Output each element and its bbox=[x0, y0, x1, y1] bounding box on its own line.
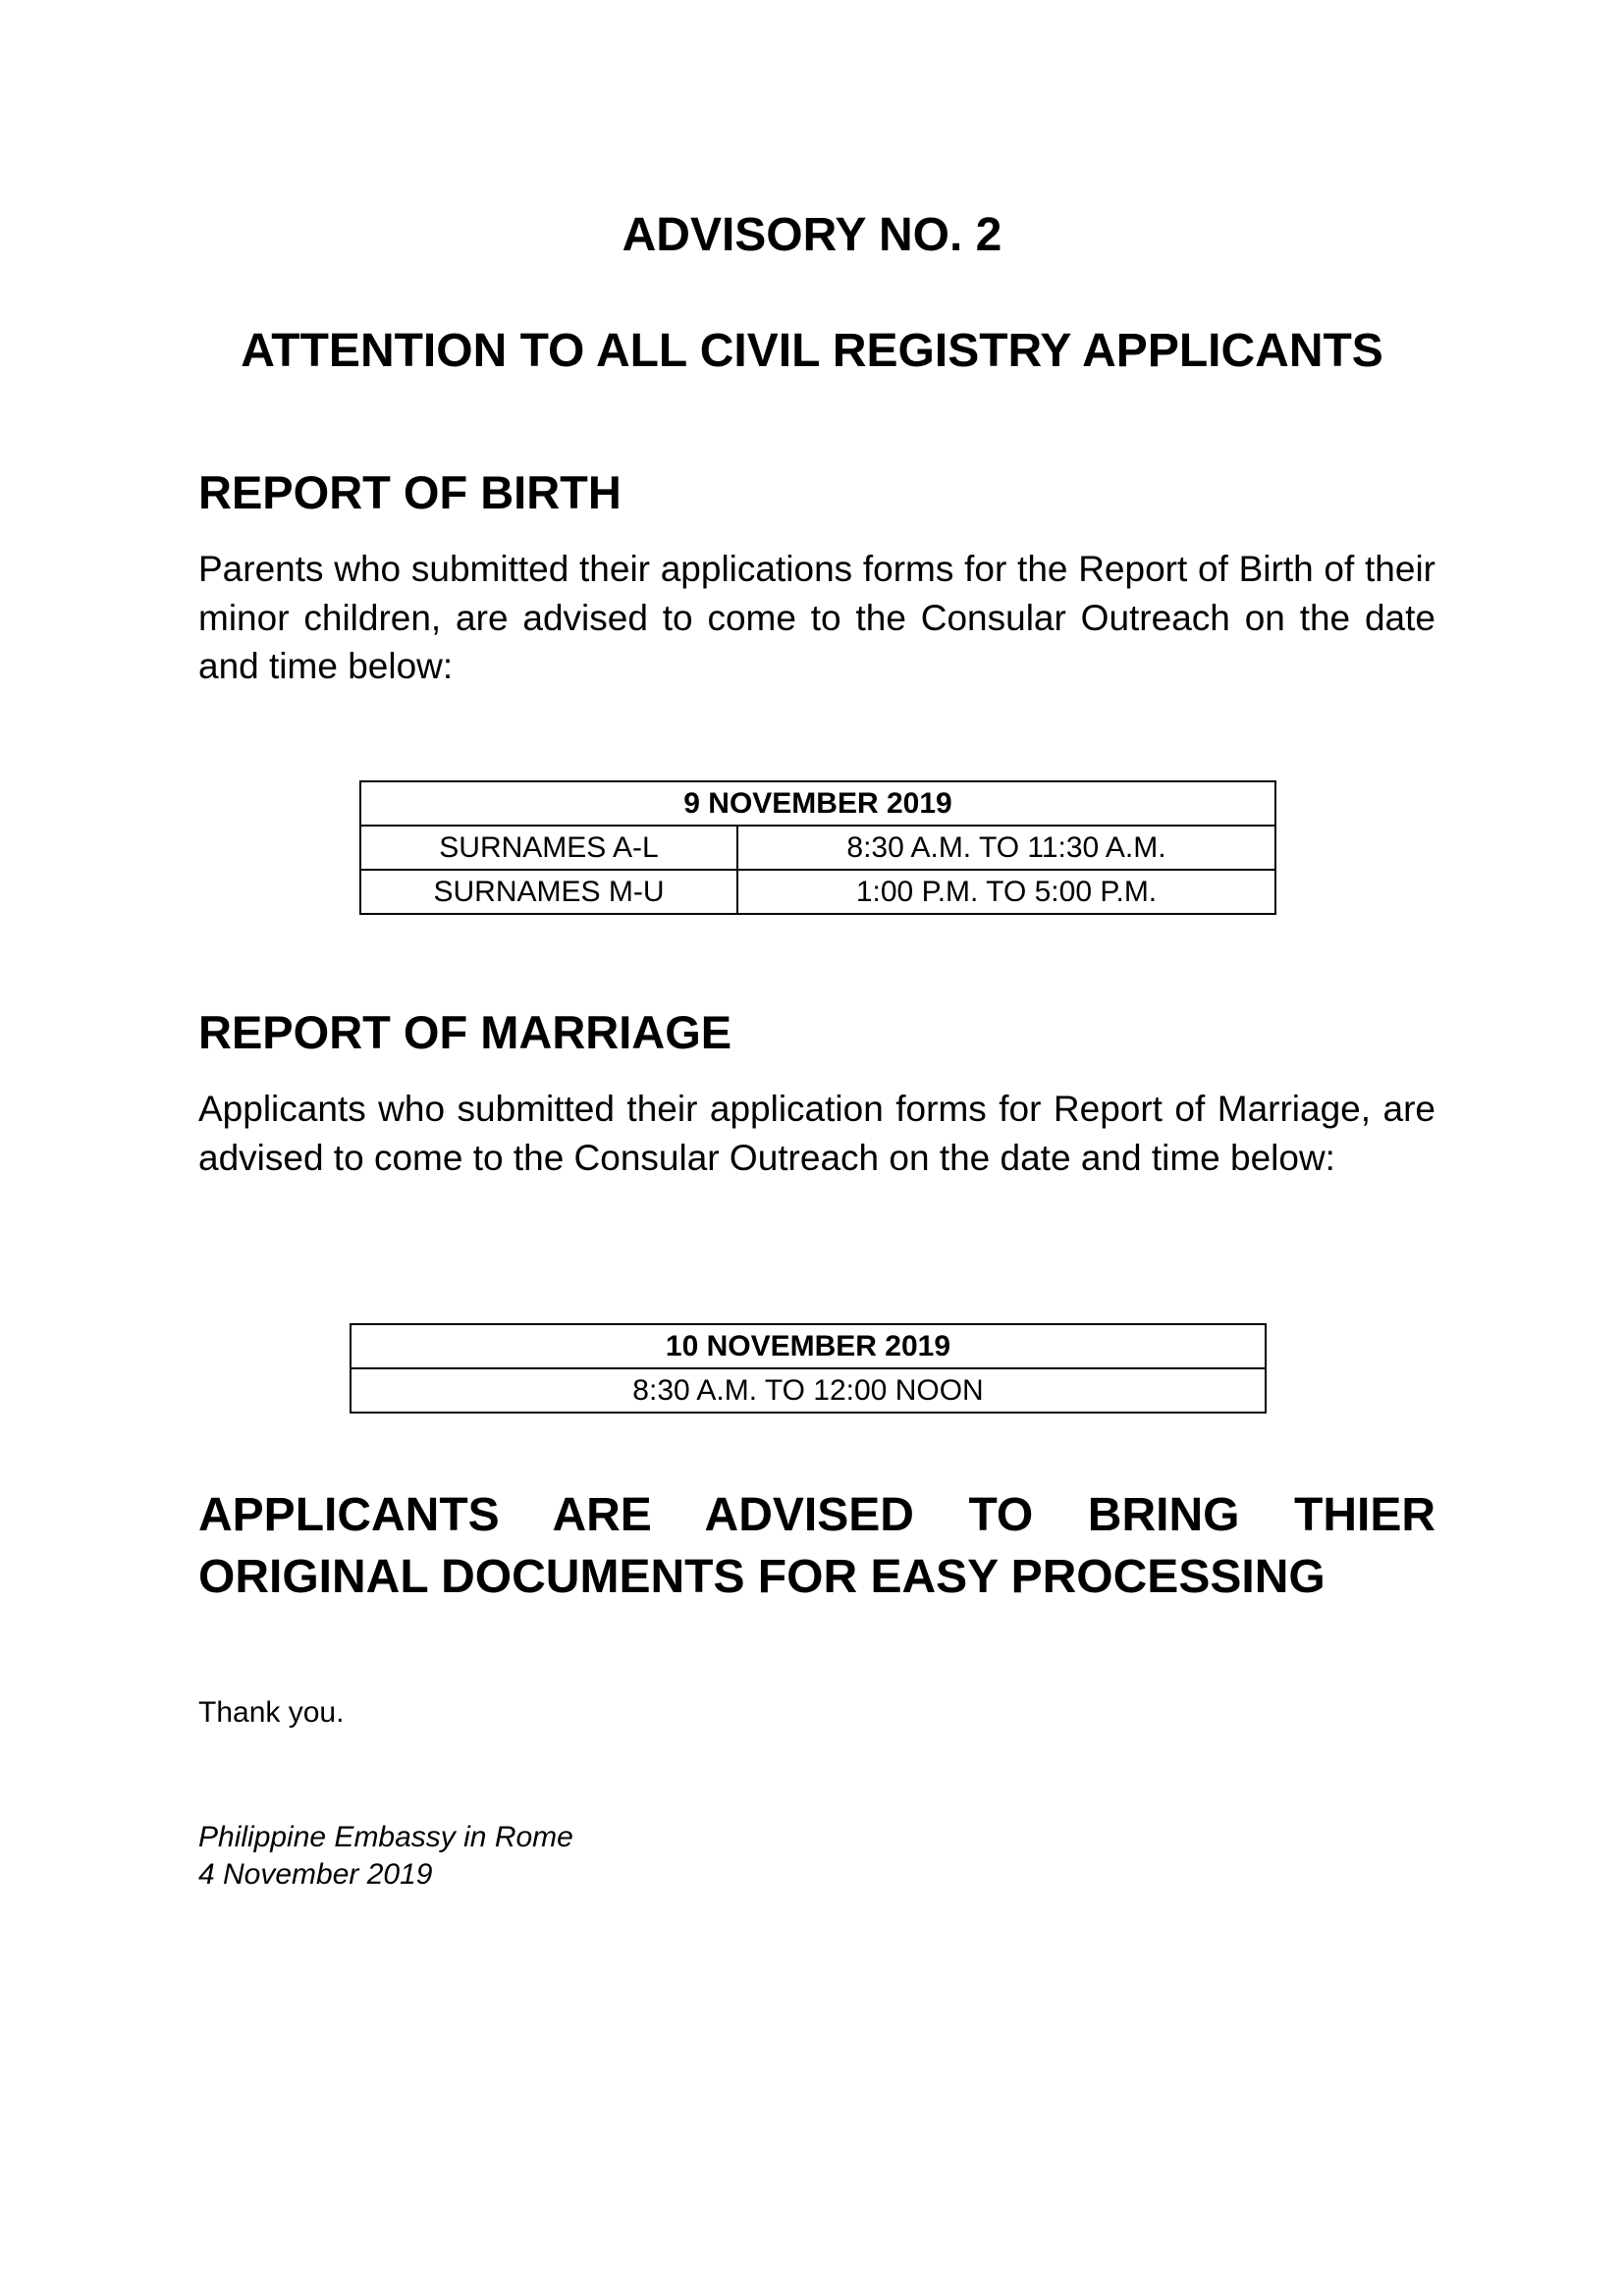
bring-documents-notice bbox=[198, 1484, 1435, 1608]
signoff-date: 4 November 2019 bbox=[198, 1858, 433, 1891]
marriage-schedule-date: 10 NOVEMBER 2019 bbox=[351, 1324, 1266, 1368]
attention-title: ATTENTION TO ALL CIVIL REGISTRY APPLICANTS bbox=[241, 325, 1383, 377]
surname-group-cell: SURNAMES A-L bbox=[360, 826, 737, 870]
table-row bbox=[360, 826, 1275, 870]
table-row bbox=[351, 1324, 1266, 1368]
report-of-birth-heading: REPORT OF BIRTH bbox=[198, 466, 622, 518]
report-of-birth-paragraph: Parents who submitted their applications forms for the Report of Birth of their minor children, are advised to come to the Consular Outreach on the date and time below: bbox=[198, 549, 1435, 686]
time-slot-cell: 8:30 A.M. TO 12:00 NOON bbox=[351, 1368, 1266, 1413]
report-of-marriage-paragraph: Applicants who submitted their application forms for Report of Marriage, are advised to come to the Consular Outreach on the date and time below: bbox=[198, 1089, 1435, 1178]
closing-thank-you: Thank you. bbox=[198, 1696, 345, 1729]
table-row bbox=[360, 870, 1275, 914]
table-row bbox=[351, 1368, 1266, 1413]
marriage-schedule-table bbox=[350, 1323, 1267, 1414]
surname-group-cell: SURNAMES M-U bbox=[360, 870, 737, 914]
notice-line-1: APPLICANTS ARE ADVISED TO BRING THIER bbox=[198, 1489, 1435, 1541]
signoff-organization: Philippine Embassy in Rome bbox=[198, 1821, 573, 1853]
advisory-title: ADVISORY NO. 2 bbox=[622, 209, 1002, 261]
signoff bbox=[198, 1819, 573, 1894]
time-slot-cell: 1:00 P.M. TO 5:00 P.M. bbox=[737, 870, 1275, 914]
report-of-marriage-heading: REPORT OF MARRIAGE bbox=[198, 1006, 732, 1058]
birth-schedule-table bbox=[359, 780, 1276, 915]
time-slot-cell: 8:30 A.M. TO 11:30 A.M. bbox=[737, 826, 1275, 870]
table-row bbox=[360, 781, 1275, 826]
birth-schedule-date: 9 NOVEMBER 2019 bbox=[360, 781, 1275, 826]
notice-line-2: ORIGINAL DOCUMENTS FOR EASY PROCESSING bbox=[198, 1551, 1326, 1603]
